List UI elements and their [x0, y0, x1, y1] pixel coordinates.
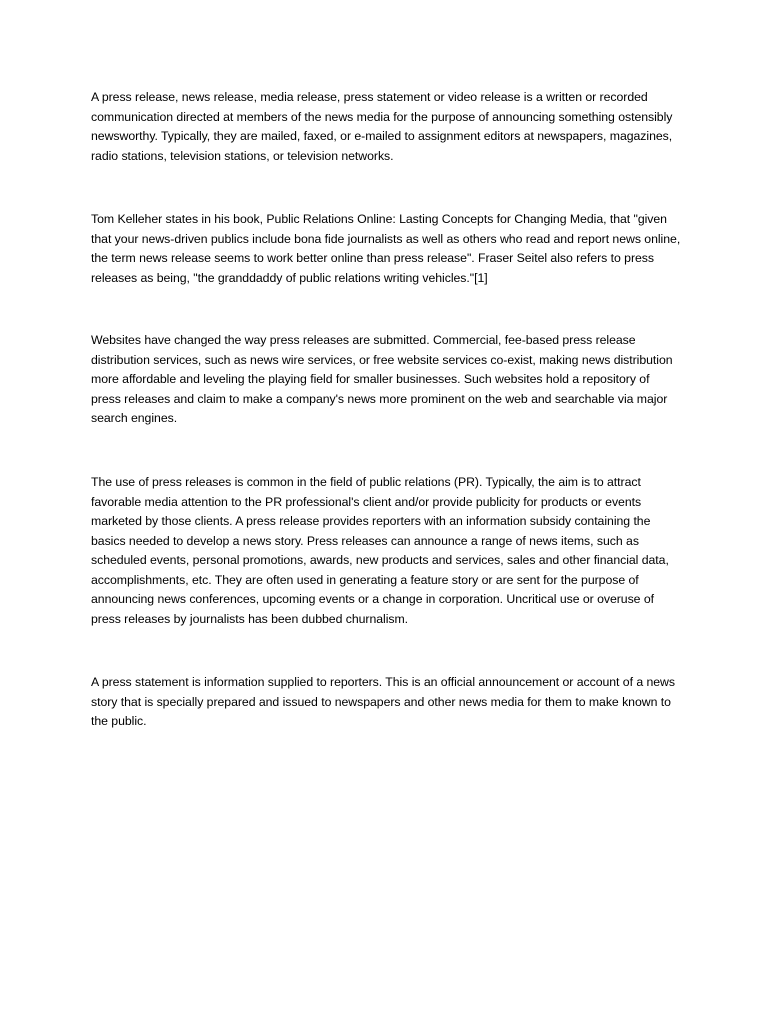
paragraph-public-relations-use: The use of press releases is common in the field of public relations (PR). Typically, the aim is to attract favorable media attention to the PR professional's client and/or provide publicity for products or events marketed by those clients. A press release provides reporters with an information subsidy containing the basics needed to develop a news story. Press releases can announce a range of news items, such as scheduled events, personal promotions, awards, new products and services, sales and other financial data, accomplishments, etc. They are often used in generating a feature story or are sent for the purpose of announcing news conferences, upcoming events or a change in corporation. Uncritical use or overuse of press releases by journalists has been dubbed churnalism.: [91, 475, 669, 626]
paragraph-websites: Websites have changed the way press releases are submitted. Commercial, fee-based press release distribution services, such as news wire services, or free website services co-exist, making news distribution more affordable and leveling the playing field for smaller businesses. Such websites hold a repository of press releases and claim to make a company's news more prominent on the web and searchable via major search engines.: [91, 333, 673, 425]
paragraph-press-release-definition: A press release, news release, media release, press statement or video release is a written or recorded communication directed at members of the news media for the purpose of announcing something ostensibly newsworthy. Typically, they are mailed, faxed, or e-mailed to assignment editors at newspapers, magazines, radio stations, television stations, or television networks.: [91, 90, 673, 163]
paragraph-kelleher-quote: Tom Kelleher states in his book, Public Relations Online: Lasting Concepts for Changing Media, that "given that your news-driven publics include bona fide journalists as well as others who read and report news online, the term news release seems to work better online than press release". Fraser Seitel also refers to press releases as being, "the granddaddy of public relations writing vehicles."[1]: [91, 212, 681, 285]
paragraph-press-statement: A press statement is information supplied to reporters. This is an official announcement or account of a news story that is specially prepared and issued to newspapers and other news media for them to make known to the public.: [91, 675, 675, 728]
